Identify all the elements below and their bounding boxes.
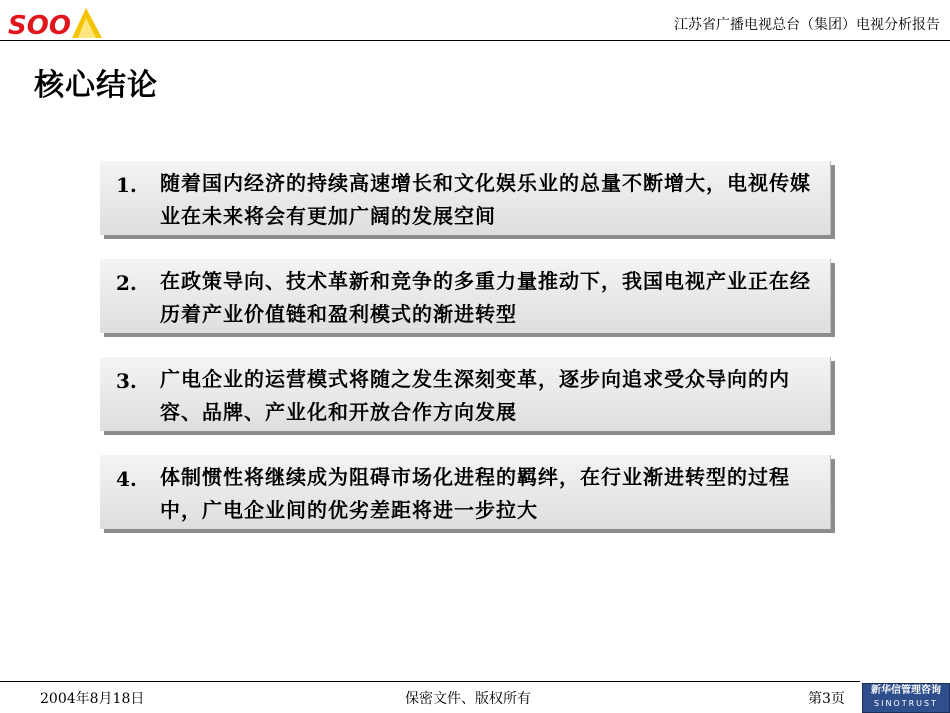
page-title: 核心结论 (34, 68, 158, 103)
page-number: 第3页 (808, 691, 845, 707)
sinotrust-logo (862, 683, 950, 713)
logo-text: SOO (8, 11, 71, 40)
conclusion-box-1 (100, 161, 831, 235)
conclusion-box-2 (100, 259, 831, 333)
conclusion-number: 2. (116, 271, 137, 295)
conclusion-number: 1. (116, 173, 137, 197)
footer-confidential: 保密文件、版权所有 (405, 691, 531, 707)
conclusion-text: 随着国内经济的持续高速增长和文化娱乐业的总量不断增大，电视传媒业在未来将会有更加广阔的发展空间 (160, 171, 811, 228)
header-divider (0, 40, 950, 41)
conclusion-text: 在政策导向、技术革新和竞争的多重力量推动下，我国电视产业正在经历着产业价值链和盈利模式的渐进转型 (160, 269, 811, 326)
conclusion-text: 体制惯性将继续成为阻碍市场化进程的羁绊，在行业渐进转型的过程中，广电企业间的优劣差距将进一步拉大 (160, 465, 790, 522)
footer-date: 2004年8月18日 (40, 691, 145, 707)
footer-divider (0, 681, 860, 682)
conclusion-box-3 (100, 357, 831, 431)
report-title: 江苏省广播电视总台（集团）电视分析报告 (674, 17, 940, 33)
conclusion-number: 3. (116, 369, 137, 393)
brand-chinese: 新华信管理咨询 (871, 685, 941, 696)
brand-english: SINOTRUST (874, 699, 938, 708)
conclusion-text: 广电企业的运营模式将随之发生深刻变革，逐步向追求受众导向的内容、品牌、产业化和开放合作方向发展 (160, 367, 790, 424)
company-logo (6, 4, 102, 40)
conclusion-box-4 (100, 455, 831, 529)
conclusion-number: 4. (116, 467, 137, 491)
